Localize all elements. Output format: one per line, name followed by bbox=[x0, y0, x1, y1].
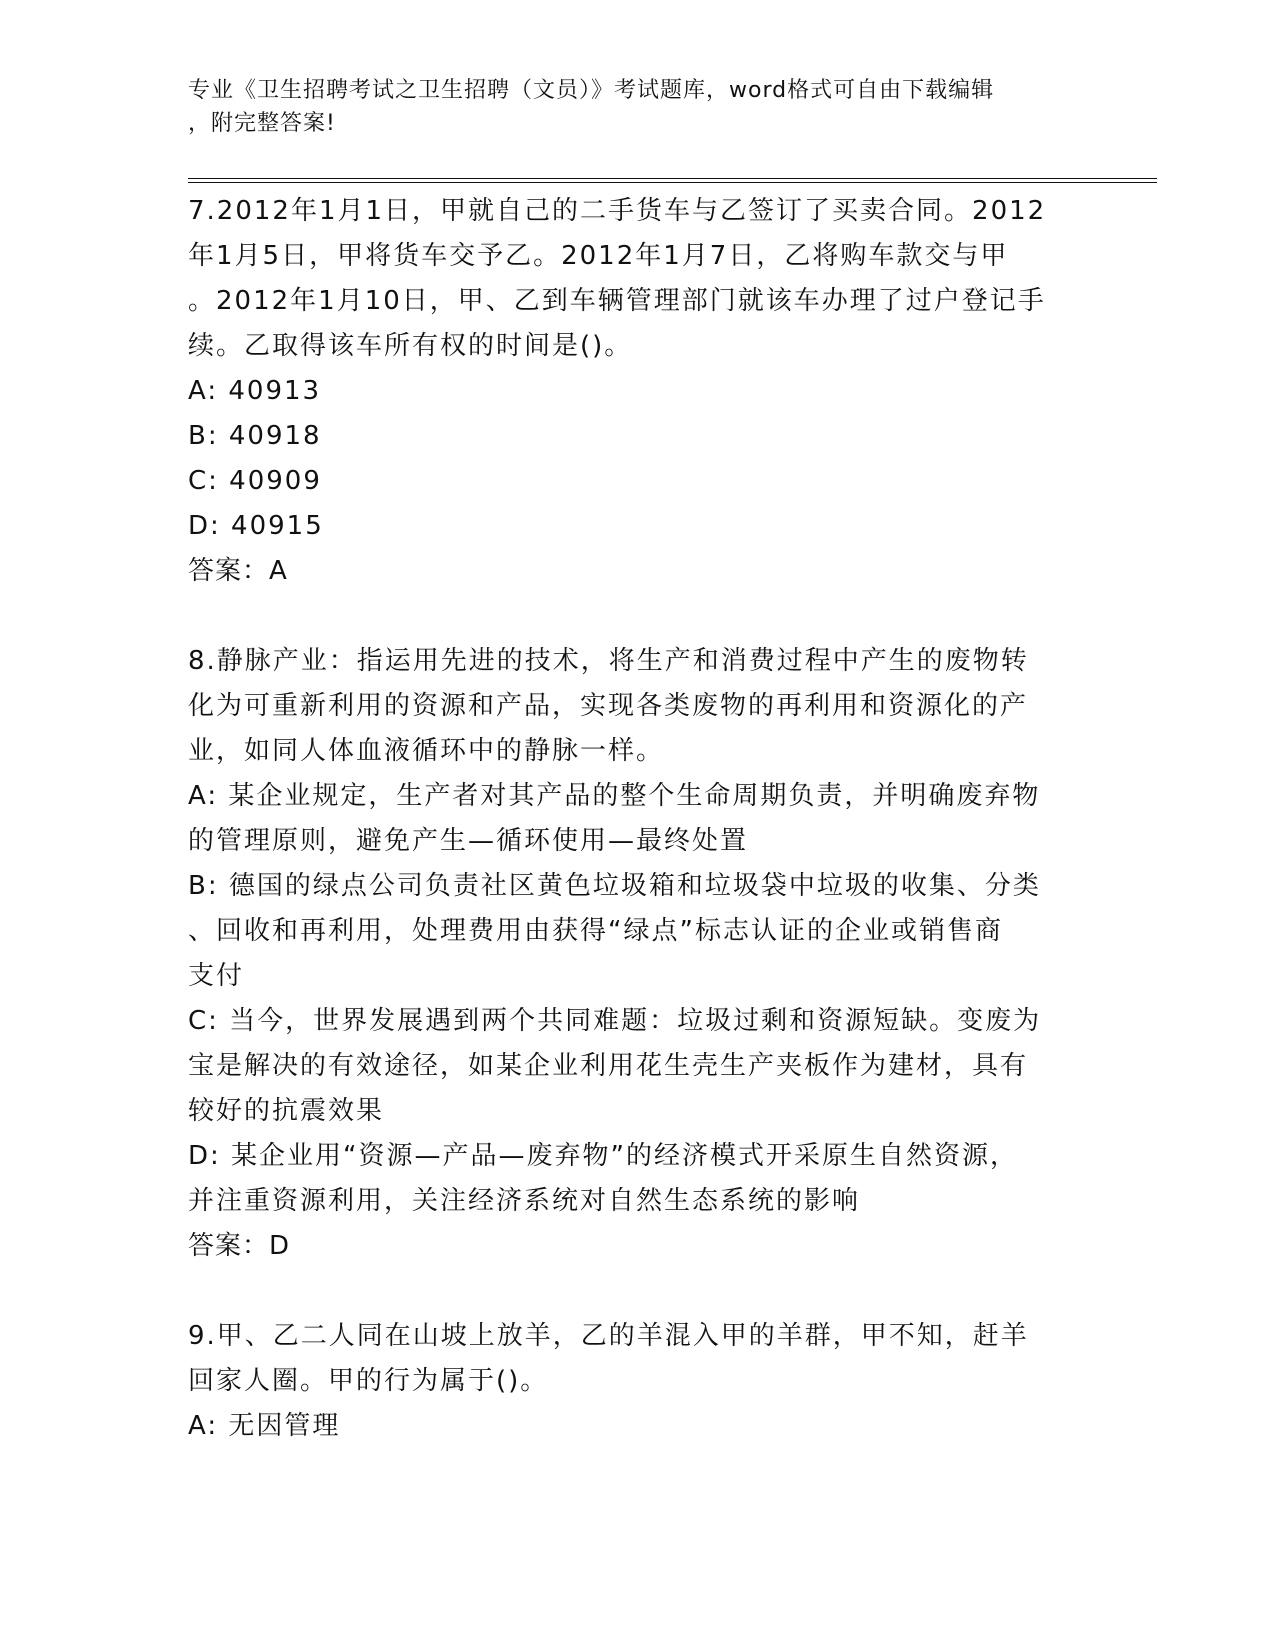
option-d: D: 40915 bbox=[188, 511, 324, 541]
question-spacer bbox=[188, 594, 1088, 639]
option-b-continued: 支付 bbox=[188, 961, 245, 991]
question-7 bbox=[188, 189, 1088, 594]
question-text-line: 业，如同人体血液循环中的静脉一样。 bbox=[188, 736, 665, 766]
option-a: A: 某企业规定，生产者对其产品的整个生命周期负责，并明确废弃物 bbox=[188, 781, 1041, 811]
option-d: D: 某企业用“资源—产品—废弃物”的经济模式开采原生自然资源， bbox=[188, 1141, 1018, 1171]
header-divider-top bbox=[188, 178, 1157, 179]
header-line-2: ，附完整答案! bbox=[188, 111, 336, 136]
question-text-line: 回家人圈。甲的行为属于()。 bbox=[188, 1366, 549, 1396]
option-c-continued: 较好的抗震效果 bbox=[188, 1096, 385, 1126]
option-c: C: 当今，世界发展遇到两个共同难题：垃圾过剩和资源短缺。变废为 bbox=[188, 1006, 1042, 1036]
answer-line: 答案：A bbox=[188, 556, 288, 586]
option-b: B: 40918 bbox=[188, 421, 322, 451]
question-9 bbox=[188, 1314, 1088, 1449]
question-text-line: 续。乙取得该车所有权的时间是()。 bbox=[188, 331, 633, 361]
question-spacer bbox=[188, 1269, 1088, 1314]
option-a: A: 无因管理 bbox=[188, 1411, 341, 1441]
option-a: A: 40913 bbox=[188, 376, 322, 406]
question-text-line: 8.静脉产业：指运用先进的技术，将生产和消费过程中产生的废物转 bbox=[188, 646, 1029, 676]
option-c: C: 40909 bbox=[188, 466, 322, 496]
header-divider-bottom bbox=[188, 182, 1157, 183]
question-list bbox=[188, 189, 1088, 1449]
question-text-line: 7.2012年1月1日，甲就自己的二手货车与乙签订了买卖合同。2012 bbox=[188, 196, 1047, 226]
option-c-continued: 宝是解决的有效途径，如某企业利用花生壳生产夹板作为建材，具有 bbox=[188, 1051, 1029, 1081]
question-8 bbox=[188, 639, 1088, 1269]
option-a-continued: 的管理原则，避免产生—循环使用—最终处置 bbox=[188, 826, 749, 856]
question-text-line: 化为可重新利用的资源和产品，实现各类废物的再利用和资源化的产 bbox=[188, 691, 1029, 721]
header-line-1: 专业《卫生招聘考试之卫生招聘（文员）》考试题库，word格式可自由下载编辑 bbox=[188, 78, 995, 103]
option-d-continued: 并注重资源利用，关注经济系统对自然生态系统的影响 bbox=[188, 1186, 861, 1216]
question-text-line: 年1月5日，甲将货车交予乙。2012年1月7日，乙将购车款交与甲 bbox=[188, 241, 1009, 271]
option-b: B: 德国的绿点公司负责社区黄色垃圾箱和垃圾袋中垃圾的收集、分类 bbox=[188, 871, 1041, 901]
answer-line: 答案：D bbox=[188, 1231, 291, 1261]
question-text-line: 9.甲、乙二人同在山坡上放羊，乙的羊混入甲的羊群，甲不知，赶羊 bbox=[188, 1321, 1029, 1351]
option-b-continued: 、回收和再利用，处理费用由获得“绿点”标志认证的企业或销售商 bbox=[188, 916, 1003, 946]
document-header bbox=[188, 74, 1068, 140]
question-text-line: 。2012年1月10日，甲、乙到车辆管理部门就该车办理了过户登记手 bbox=[188, 286, 1046, 316]
